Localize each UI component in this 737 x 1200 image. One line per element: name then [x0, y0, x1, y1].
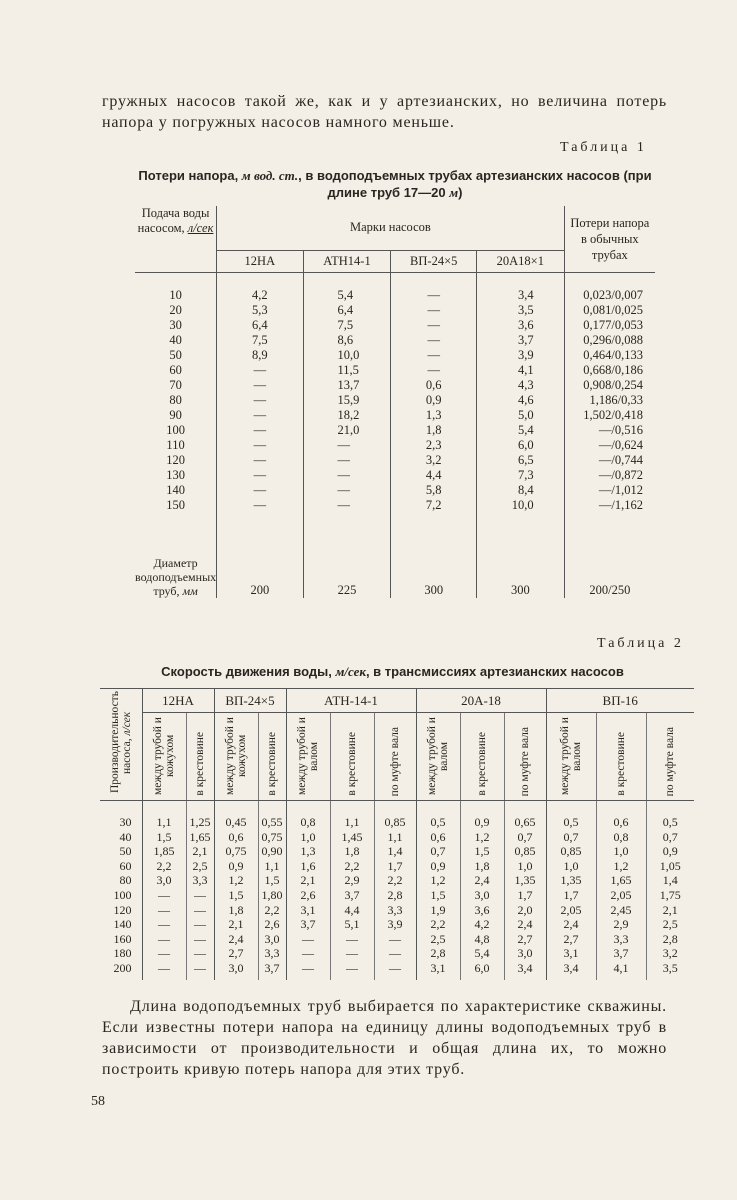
t1-col-atn14: 5,4 6,4 7,5 8,6 10,0 11,5 13,7 15,9 18,2 21,0 — — — — — [303, 272, 391, 513]
t2-subhead: по муфте вала [374, 713, 416, 801]
t2-subhead: между трубой и валом [416, 713, 460, 801]
t2-col-values: 0,85 1,1 1,4 1,7 2,2 2,8 3,3 3,9 — — — [374, 801, 416, 980]
t2-subhead: в крестовине [460, 713, 504, 801]
t2-col-values: 0,65 0,7 0,85 1,0 1,35 1,7 2,0 2,4 2,7 3,0 3,4 [504, 801, 546, 980]
t1-brand-atn14: АТН14-1 [303, 250, 391, 272]
t2-subhead: по муфте вала [504, 713, 546, 801]
t2-col-values: 0,6 0,8 1,0 1,2 1,65 2,05 2,45 2,9 3,3 3,7 4,1 [596, 801, 646, 980]
t1-diam-loss: 200/250 [589, 582, 631, 597]
t2-group-vp16: ВП-16 [546, 689, 694, 713]
t2-col-values: 1,25 1,65 2,1 2,5 3,3 — — — — — — [186, 801, 214, 980]
t2-col-values: 0,5 0,6 0,7 0,9 1,2 1,5 1,9 2,2 2,5 2,8 3,1 [416, 801, 460, 980]
t1-col-loss: 0,023/0,007 0,081/0,025 0,177/0,053 0,296/0,088 0,464/0,133 0,668/0,186 0,908/0,254 1,186/0,33 1,502/0,418 —/0,516 —/0,624 —/0,744 —/0,872 —/1,012 —/1,162 [583, 287, 643, 512]
t2-subhead: в крестовине [258, 713, 286, 801]
t2-col-values: 0,9 1,2 1,5 1,8 2,4 3,0 3,6 4,2 4,8 5,4 6,0 [460, 801, 504, 980]
t1-diam-12na: 200 [217, 513, 303, 598]
t2-group-12na: 12НА [142, 689, 214, 713]
t2-subhead: между трубой и валом [286, 713, 330, 801]
table1-title: Потери напора, м вод. ст., в водоподъемных трубах артезианских насосов (при длине труб 17—20 м) [138, 168, 652, 200]
page-number: 58 [91, 1094, 105, 1109]
t2-group-vp24: ВП-24×5 [214, 689, 286, 713]
table2-title: Скорость движения воды, м/сек, в трансмиссиях артезианских насосов [161, 664, 624, 679]
table1-label: Таблица 1 [560, 140, 647, 155]
table2 [100, 688, 694, 980]
t2-col-values: 1,1 1,45 1,8 2,2 2,9 3,7 4,4 5,1 — — — [330, 801, 374, 980]
t2-subhead: между трубой и кожухом [142, 713, 186, 801]
t2-head-prod: Производительность насоса, л/сек [100, 689, 142, 801]
intro-paragraph: гружных насосов такой же, как и у артезианских, но величина потерь напора у погружных насосов намного меньше. [102, 93, 667, 131]
t2-col-values: 0,8 1,0 1,3 1,6 2,1 2,6 3,1 3,7 — — — [286, 801, 330, 980]
t1-head-supply: Подача воды насосом, л/сек [135, 206, 217, 272]
t1-diam-label: Диаметр водоподъемных труб, мм [135, 513, 217, 598]
t2-subhead: в крестовине [186, 713, 214, 801]
t2-col-values: 0,55 0,75 0,90 1,1 1,5 1,80 2,2 2,6 3,0 3,3 3,7 [258, 801, 286, 980]
t2-col-values: 1,1 1,5 1,85 2,2 3,0 — — — — — — [142, 801, 186, 980]
t1-col-20a18: 3,4 3,5 3,6 3,7 3,9 4,1 4,3 4,6 5,0 5,4 6,0 6,5 7,3 8,4 10,0 [476, 272, 564, 513]
t1-brand-12na: 12НА [217, 250, 303, 272]
t2-col-values: 0,5 0,7 0,9 1,05 1,4 1,75 2,1 2,5 2,8 3,2 3,5 [659, 815, 681, 975]
t1-brand-vp24: ВП-24×5 [391, 250, 477, 272]
t2-subhead: между трубой и валом [546, 713, 596, 801]
t1-col-vp24: — — — — — — 0,6 0,9 1,3 1,8 2,3 3,2 4,4 5,8 7,2 [391, 272, 477, 513]
t2-subhead: между трубой и кожухом [214, 713, 258, 801]
t1-col-supply: 10 20 30 40 50 60 70 80 90 100 110 120 130 140 150 [135, 272, 217, 513]
t2-subhead: в крестовине [596, 713, 646, 801]
t2-col-values: 0,45 0,6 0,75 0,9 1,2 1,5 1,8 2,1 2,4 2,7 3,0 [214, 801, 258, 980]
t2-subhead: в крестовине [330, 713, 374, 801]
table2-label: Таблица 2 [597, 636, 684, 651]
outro-paragraph: Длина водоподъемных труб выбирается по характеристике скважины. Если известны потери напора на единицу длины водоподъемных труб в зависимости от производительности и общая длина их, то можно построить кривую потерь напора для этих труб. [102, 998, 667, 1078]
t1-col-12na: 4,2 5,3 6,4 7,5 8,9 — — — — — — — — — — [217, 272, 303, 513]
t1-diam-vp24: 300 [391, 513, 477, 598]
t1-head-loss: Потери напора в обычных трубах [564, 206, 655, 272]
t2-col-values: 0,5 0,7 0,85 1,0 1,35 1,7 2,05 2,4 2,7 3,1 3,4 [546, 801, 596, 980]
t2-subhead: по муфте вала [646, 713, 694, 801]
t2-group-20a18: 20А-18 [416, 689, 546, 713]
t1-brand-20a18: 20А18×1 [476, 250, 564, 272]
t1-diam-atn14: 225 [303, 513, 391, 598]
t2-col-prod: 30 40 50 60 80 100 120 140 160 180 200 [100, 801, 142, 980]
t2-group-atn14: АТН-14-1 [286, 689, 416, 713]
t1-head-brands: Марки насосов [217, 206, 565, 250]
table1 [135, 206, 655, 598]
t1-diam-20a18: 300 [476, 513, 564, 598]
